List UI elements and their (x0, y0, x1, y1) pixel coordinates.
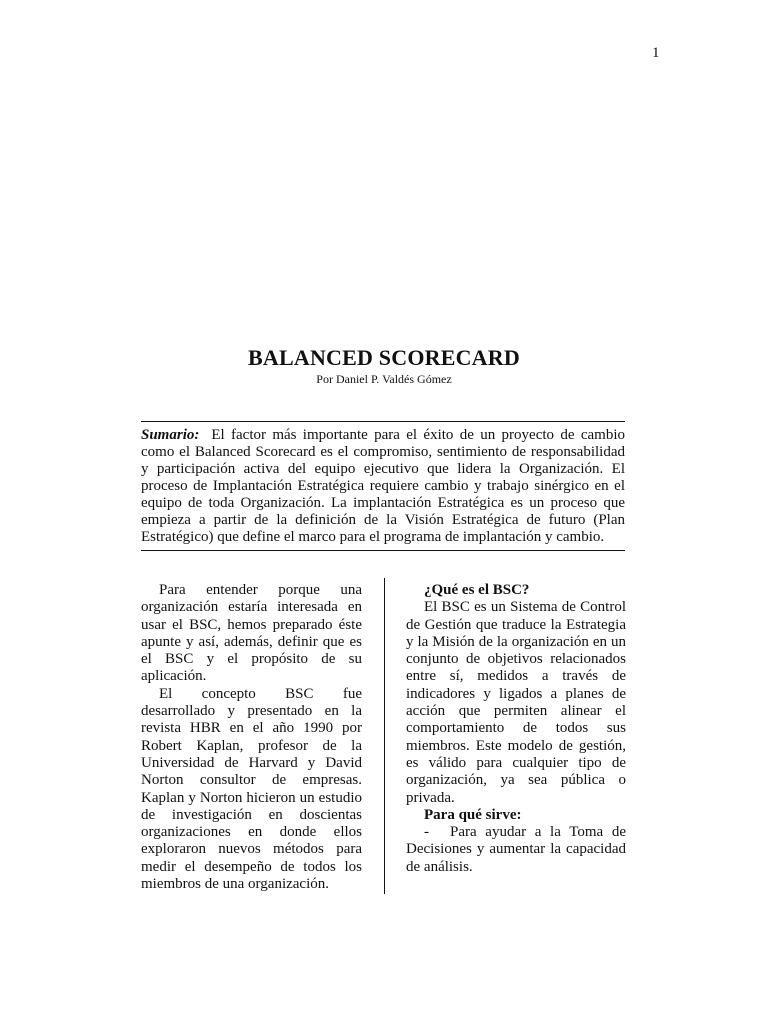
heading-que-es-bsc: ¿Qué es el BSC? (424, 582, 530, 598)
summary-label: Sumario: (141, 427, 200, 443)
author-line: Por Daniel P. Valdés Gómez (316, 372, 452, 386)
document-title: BALANCED SCORECARD (248, 345, 520, 370)
bullet-item-1 (406, 824, 626, 876)
summary-box (141, 421, 625, 551)
right-paragraph-1: El BSC es un Sistema de Control de Gestión que traduce la Estrategia y la Misión de la organización en un conjunto de objetivos relacionados entre sí, medidos a través de indicadores y ligados a planes de acción que permiten alinear el comportamiento de todos sus miembros. Este modelo de gestión, es válido para cualquier tipo de organización, ya sea pública o privada. (406, 599, 626, 806)
column-divider (384, 578, 385, 894)
bullet-dash: - (424, 824, 429, 841)
left-paragraph-2: El concepto BSC fue desarrollado y presentado en la revista HBR en el año 1990 por Robert Kaplan, profesor de la Universidad de Harvard y David Norton consultor de empresas. Kaplan y Norton hicieron un estudio de investigación en doscientas organizaciones en donde ellos exploraron nuevos métodos para medir el desempeño de todos los miembros de una organización. (141, 685, 362, 893)
bullet-item-1-text: Para ayudar a la Toma de Decisiones y aumentar la capacidad de análisis. (406, 824, 626, 875)
heading-para-que-sirve: Para qué sirve: (424, 806, 522, 823)
left-paragraph-1: Para entender porque una organización estaría interesada en usar el BSC, hemos preparado éste apunte y así, además, definir que es el BSC y el propósito de su aplicación. (141, 582, 362, 685)
page-number: 1 (652, 45, 660, 61)
right-column (406, 582, 626, 876)
left-column (141, 582, 362, 893)
summary-text: El factor más importante para el éxito de un proyecto de cambio como el Balanced Scorecard es el compromiso, sentimiento de responsabilidad y participación activa del equipo ejecutivo que lidera la Organización. El proceso de Implantación Estratégica requiere cambio y trabajo sinérgico en el equipo de toda Organización. La implantación Estratégica es un proceso que empieza a partir de la definición de la Visión Estratégica de futuro (Plan Estratégico) que define el marco para el programa de implantación y cambio. (141, 427, 625, 545)
